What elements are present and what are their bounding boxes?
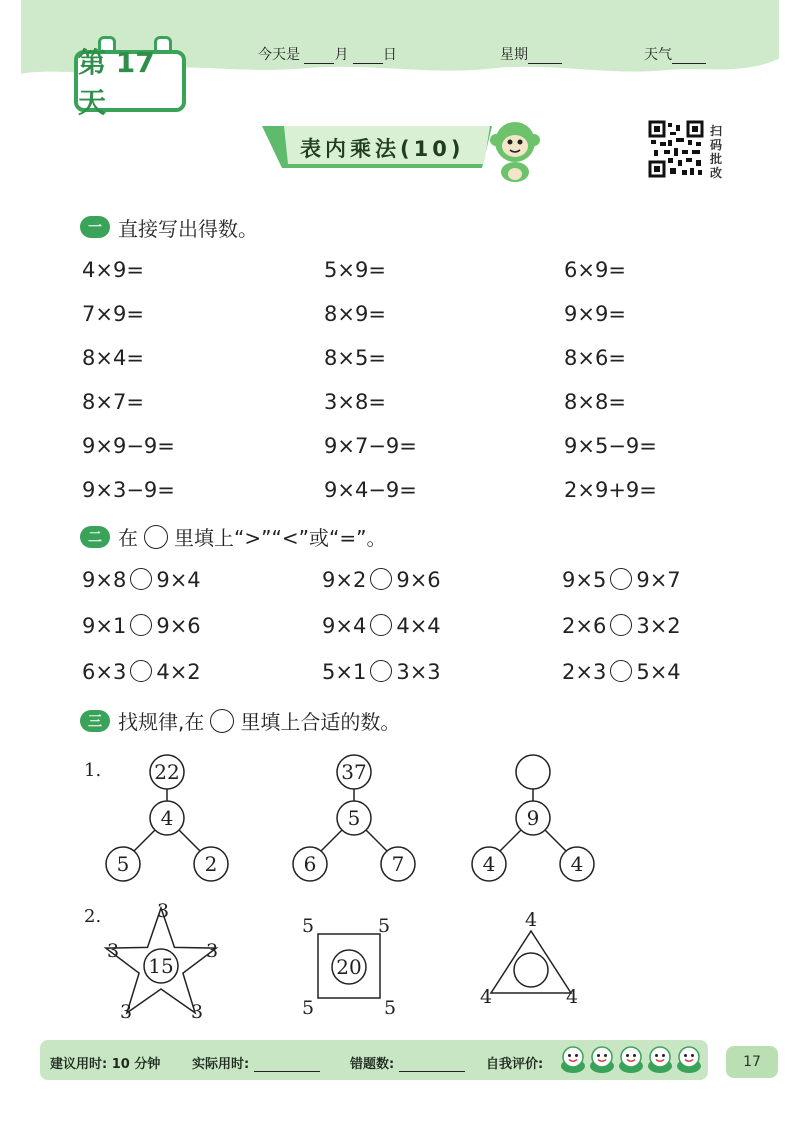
actual-time-blank[interactable]	[254, 1057, 320, 1072]
arithmetic-problem: 8×5=	[324, 346, 386, 370]
star-corner-value: 3	[190, 1001, 204, 1023]
right-expression: 4×2	[156, 660, 201, 684]
arithmetic-problem: 4×9=	[82, 258, 144, 282]
answer-circle[interactable]	[610, 660, 632, 682]
tree-right-node	[560, 847, 594, 881]
left-expression: 9×5	[562, 568, 607, 592]
tree-right-node	[381, 847, 415, 881]
number-trees	[0, 740, 800, 900]
star-corner-value: 3	[119, 1001, 133, 1023]
pattern-shapes	[0, 890, 800, 1030]
star-corner-value: 3	[156, 900, 170, 922]
node-value: 5	[347, 806, 361, 830]
day-badge: 第 17 天	[74, 50, 186, 112]
triangle-center-circle	[514, 953, 548, 987]
arithmetic-problem: 9×9=	[564, 302, 626, 326]
square-corner-value: 5	[301, 915, 315, 937]
node-value: 4	[160, 806, 174, 830]
date-prefix: 今天是	[258, 47, 300, 63]
qr-code-icon[interactable]	[648, 120, 704, 178]
tree-right-node	[194, 847, 228, 881]
title-text-after: 里填上“>”“<”或“=”。	[174, 526, 387, 550]
node-value: 4	[482, 852, 496, 876]
star-center-value: 15	[148, 954, 174, 978]
answer-circle[interactable]	[610, 568, 632, 590]
comparison-problem	[322, 568, 441, 592]
right-expression: 9×7	[636, 568, 681, 592]
square-corner-value: 5	[377, 915, 391, 937]
tree-connector	[545, 830, 567, 852]
page-number: 17	[726, 1046, 778, 1078]
weekday-label: 星期	[500, 47, 528, 63]
left-expression: 6×3	[82, 660, 127, 684]
errors-label: 错题数:	[350, 1057, 395, 1072]
triangle-corner-value: 4	[524, 909, 538, 931]
star-corner-value: 3	[106, 940, 120, 962]
actual-time-label: 实际用时:	[192, 1057, 250, 1072]
arithmetic-problem: 8×8=	[564, 390, 626, 414]
comparison-problem	[322, 614, 441, 638]
tree-connector	[499, 830, 521, 852]
tree-middle-node	[150, 801, 184, 835]
self-eval-label: 自我评价:	[486, 1057, 544, 1072]
tree-left-node	[472, 847, 506, 881]
node-value: 2	[204, 852, 218, 876]
smiley-face-icon[interactable]	[647, 1044, 673, 1074]
title-text-before: 找规律,在	[118, 710, 205, 734]
right-expression: 3×3	[396, 660, 441, 684]
answer-circle[interactable]	[370, 568, 392, 590]
left-expression: 9×8	[82, 568, 127, 592]
comparison-problem	[322, 660, 441, 684]
weather-blank[interactable]	[672, 49, 706, 64]
qr-label-char: 扫	[710, 124, 723, 138]
tree-connector	[366, 830, 388, 852]
tree-left-node	[106, 847, 140, 881]
answer-circle[interactable]	[370, 660, 392, 682]
day-blank[interactable]	[353, 49, 383, 64]
question-number: 2.	[84, 906, 102, 927]
answer-circle[interactable]	[130, 660, 152, 682]
node-value: 6	[303, 852, 317, 876]
star-corner-value: 3	[205, 940, 219, 962]
comparison-problem	[82, 660, 201, 684]
arithmetic-problem: 3×8=	[324, 390, 386, 414]
arithmetic-problem: 8×7=	[82, 390, 144, 414]
comparison-problem	[82, 614, 201, 638]
arithmetic-problem: 7×9=	[82, 302, 144, 326]
node-value: 5	[116, 852, 130, 876]
arithmetic-problem: 8×9=	[324, 302, 386, 326]
arithmetic-problem: 9×4−9=	[324, 478, 417, 502]
weather-label: 天气	[644, 47, 672, 63]
node-value: 37	[341, 760, 367, 784]
arithmetic-problem: 9×9−9=	[82, 434, 175, 458]
month-blank[interactable]	[304, 49, 334, 64]
errors-field[interactable]	[350, 1053, 465, 1072]
comparison-problem	[562, 614, 681, 638]
right-expression: 4×4	[396, 614, 441, 638]
left-expression: 9×2	[322, 568, 367, 592]
suggested-time: 建议用时: 10 分钟	[50, 1057, 161, 1072]
smiley-face-icon[interactable]	[560, 1044, 586, 1074]
arithmetic-problem: 5×9=	[324, 258, 386, 282]
circle-icon	[210, 709, 234, 733]
weather-field[interactable]	[644, 44, 706, 64]
tree-middle-node	[337, 801, 371, 835]
page-title: 表内乘法(10)	[300, 137, 465, 161]
node-value: 22	[154, 760, 180, 784]
arithmetic-problem: 9×5−9=	[564, 434, 657, 458]
arithmetic-problem: 9×3−9=	[82, 478, 175, 502]
left-expression: 9×4	[322, 614, 367, 638]
node-value: 7	[391, 852, 405, 876]
section-title	[118, 522, 386, 551]
tree-connector	[320, 830, 342, 852]
tree-connector	[179, 830, 201, 852]
answer-circle[interactable]	[610, 614, 632, 636]
right-expression: 9×4	[156, 568, 201, 592]
right-expression: 9×6	[396, 568, 441, 592]
square-corner-value: 5	[301, 997, 315, 1019]
left-expression: 2×6	[562, 614, 607, 638]
qr-label-char: 批	[710, 152, 723, 166]
comparison-problem	[562, 660, 681, 684]
title-text-before: 在	[118, 526, 138, 550]
left-expression: 9×1	[82, 614, 127, 638]
triangle-corner-value: 4	[565, 986, 579, 1008]
section-badge: 三	[80, 710, 110, 732]
left-expression: 2×3	[562, 660, 607, 684]
right-expression: 3×2	[636, 614, 681, 638]
qr-label-char: 改	[710, 166, 723, 180]
smiley-face-icon[interactable]	[618, 1044, 644, 1074]
left-expression: 5×1	[322, 660, 367, 684]
arithmetic-problem: 8×6=	[564, 346, 626, 370]
section-title	[118, 706, 400, 735]
circle-icon	[144, 525, 168, 549]
arithmetic-problem: 8×4=	[82, 346, 144, 370]
monkey-mascot-icon	[486, 118, 544, 184]
title-text-after: 里填上合适的数。	[240, 710, 401, 734]
node-value: 4	[570, 852, 584, 876]
smiley-face-icon[interactable]	[676, 1044, 702, 1074]
answer-circle[interactable]	[130, 614, 152, 636]
qr-label-char: 码	[710, 138, 723, 152]
node-value: 9	[526, 806, 540, 830]
weekday-blank[interactable]	[528, 49, 562, 64]
tree-top-node	[337, 755, 371, 789]
square-center-value: 20	[336, 955, 362, 979]
right-expression: 5×4	[636, 660, 681, 684]
actual-time-field[interactable]	[192, 1053, 320, 1072]
square-corner-value: 5	[383, 997, 397, 1019]
arithmetic-problem: 2×9+9=	[564, 478, 657, 502]
arithmetic-problem: 6×9=	[564, 258, 626, 282]
tree-middle-node	[516, 801, 550, 835]
tree-left-node	[293, 847, 327, 881]
tree-top-node[interactable]	[516, 755, 550, 789]
errors-blank[interactable]	[399, 1057, 465, 1072]
date-field[interactable]	[258, 44, 397, 64]
tree-top-node	[150, 755, 184, 789]
month-label: 月	[334, 47, 349, 63]
comparison-problem	[82, 568, 201, 592]
triangle-corner-value: 4	[479, 986, 493, 1008]
arithmetic-problem: 9×7−9=	[324, 434, 417, 458]
section-badge: 二	[80, 526, 110, 548]
tree-connector	[133, 830, 155, 852]
answer-circle[interactable]	[130, 568, 152, 590]
section-badge: 一	[80, 216, 110, 238]
section-title: 直接写出得数。	[118, 217, 258, 241]
smiley-face-icon[interactable]	[589, 1044, 615, 1074]
right-expression: 9×6	[156, 614, 201, 638]
weekday-field[interactable]	[500, 44, 562, 64]
comparison-problem	[562, 568, 681, 592]
day-label: 日	[382, 47, 397, 63]
question-number: 1.	[84, 760, 102, 781]
answer-circle[interactable]	[370, 614, 392, 636]
